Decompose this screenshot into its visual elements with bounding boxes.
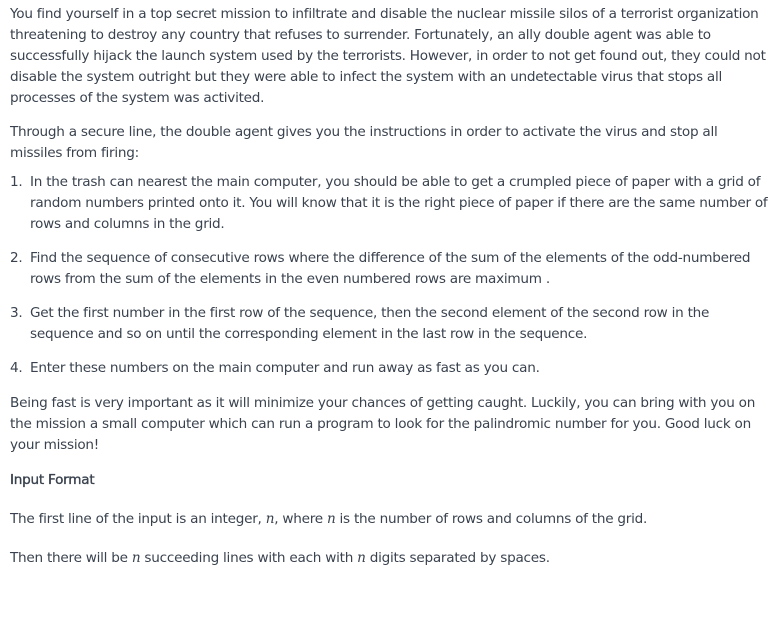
list-item-number: 2.: [10, 250, 23, 266]
input-format-heading: Input Format: [10, 472, 95, 488]
list-item: [10, 358, 772, 379]
intro-paragraph: You find yourself in a top secret mission to infiltrate and disable the nuclear missile silos of a terrorist organization threatening to destroy any country that refuses to surrender. Fortunately, an ally double agent was able to successfully hijack the launch system used by the terrorists. However, in order to not get found out, they could not disable the system outright but they were able to infect the system with an undetectable virus that stops all processes of the system was activited.: [10, 6, 766, 106]
list-item-number: 3.: [10, 305, 23, 321]
math-variable-n: n: [265, 511, 275, 527]
list-item: [10, 303, 772, 345]
input-line-2-after: digits separated by spaces.: [365, 550, 550, 566]
list-item-number: 4.: [10, 360, 23, 376]
list-item-number: 1.: [10, 174, 23, 190]
input-line-2: [10, 548, 772, 569]
secure-line-paragraph: Through a secure line, the double agent gives you the instructions in order to activate the virus and stop all missiles from firing:: [10, 124, 718, 161]
list-item-text: Get the first number in the first row of the sequence, then the second element of the second row in the sequence and so on until the corresponding element in the last row in the sequence.: [30, 305, 710, 342]
list-item-text: Enter these numbers on the main computer and run away as fast as you can.: [30, 360, 540, 376]
input-line-1-middle: , where: [274, 511, 327, 527]
input-line-1-after: is the number of rows and columns of the grid.: [335, 511, 648, 527]
list-item-text: In the trash can nearest the main computer, you should be able to get a crumpled piece of paper with a grid of random numbers printed onto it. You will know that it is the right piece of paper if there are the same number of rows and columns in the grid.: [30, 174, 768, 232]
list-item: [10, 248, 772, 290]
closing-paragraph: Being fast is very important as it will minimize your chances of getting caught. Luckily, you can bring with you on the mission a small computer which can run a program to look for the palindromic number for you. Good luck on your mission!: [10, 395, 756, 453]
input-line-2-before: Then there will be: [10, 550, 132, 566]
list-item-text: Find the sequence of consecutive rows where the difference of the sum of the elements of the odd-numbered rows from the sum of the elements in the even numbered rows are maximum .: [30, 250, 751, 287]
list-item: [10, 172, 772, 235]
math-variable-n: n: [326, 511, 336, 527]
instruction-list: [10, 172, 772, 379]
input-line-1: [10, 509, 772, 530]
math-variable-n: n: [131, 550, 141, 566]
input-line-2-middle: succeeding lines with each with: [140, 550, 358, 566]
input-line-1-before: The first line of the input is an integer,: [10, 511, 266, 527]
math-variable-n: n: [357, 550, 366, 566]
